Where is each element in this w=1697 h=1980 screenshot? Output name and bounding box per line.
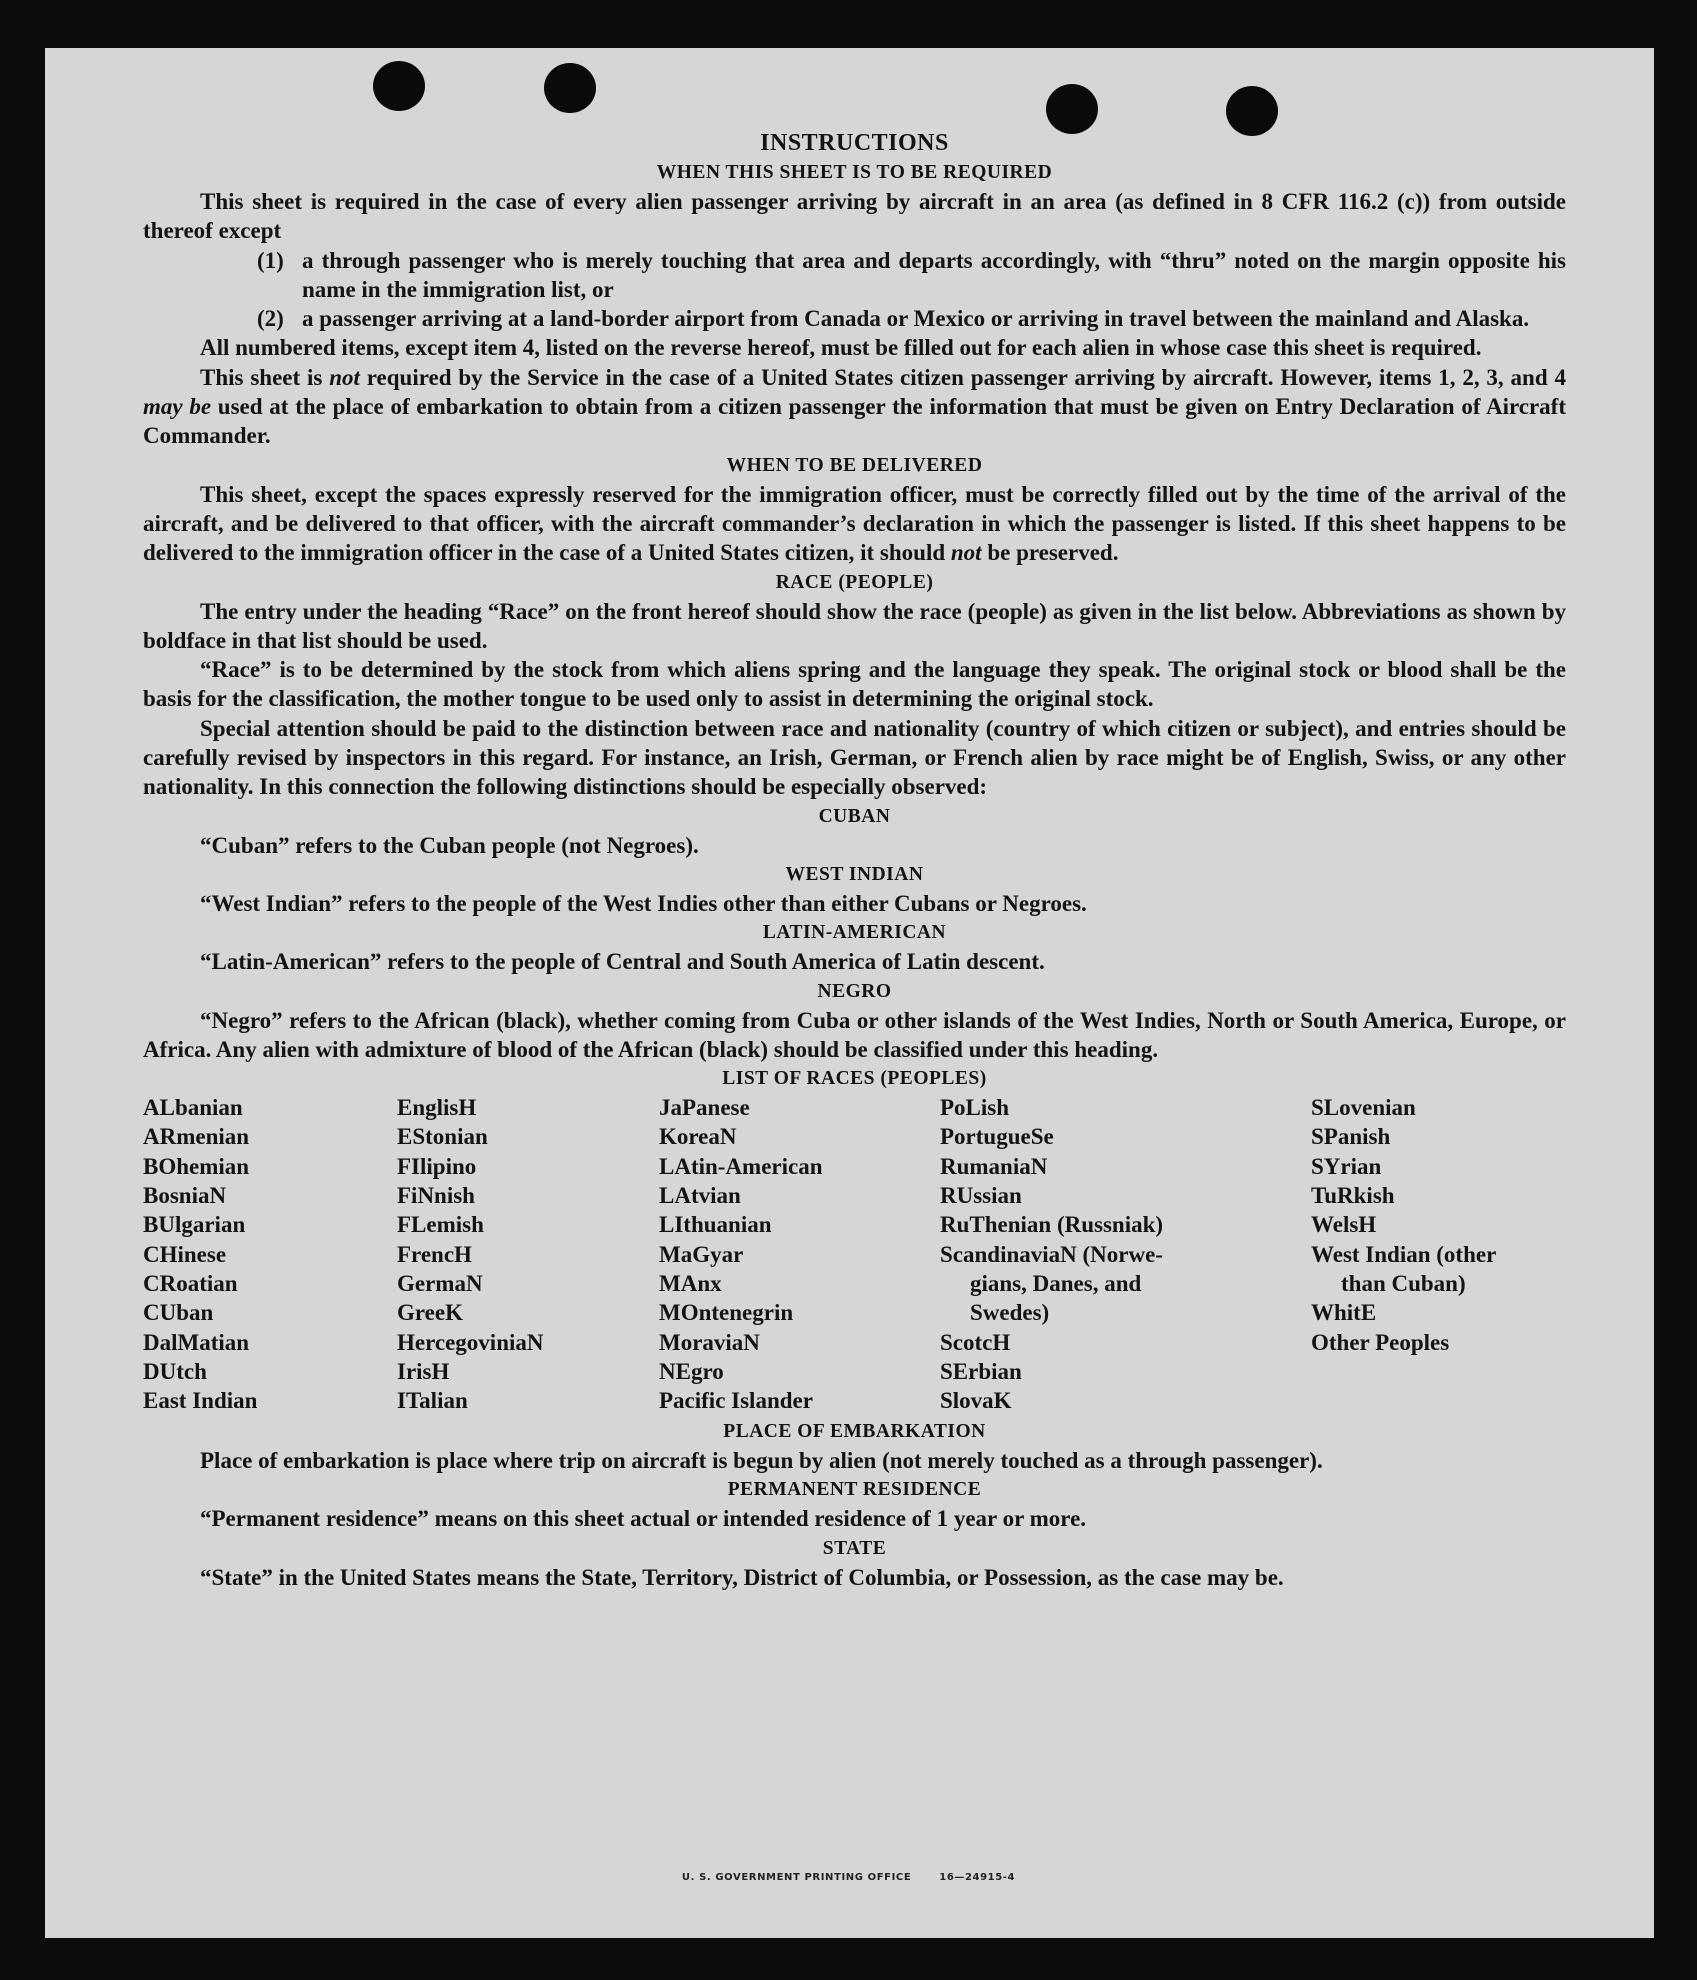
race-entry: BUlgarian	[143, 1212, 246, 1238]
punch-hole	[373, 61, 425, 111]
race-entry: gians, Danes, and	[970, 1270, 1142, 1296]
paragraph: This sheet is not required by the Service in the case of a United States citizen passenger arriving by aircraft. However, items 1, 2, 3, and 4 may be used at the place of embarkation to obtain from a citizen passenger the information that must be given on Entry Declaration of Aircraft Commander.	[143, 364, 1566, 449]
section-heading: STATE	[822, 1537, 887, 1559]
paragraph: This sheet, except the spaces expressly reserved for the immigration officer, must be correctly filled out by the time of the arrival of the aircraft, and be delivered to that officer, with the aircraft commander’s declaration in which the passenger is listed. If this sheet happens to be delivered to the immigration officer in the case of a United States citizen, it should not be preserved.	[143, 481, 1566, 566]
page-title: INSTRUCTIONS	[760, 130, 949, 156]
race-entry: EnglisH	[397, 1095, 477, 1121]
race-entry: BOhemian	[143, 1153, 250, 1179]
definition-text: “Cuban” refers to the Cuban people (not Negroes).	[200, 832, 699, 858]
definition-text: “Negro” refers to the African (black), whether coming from Cuba or other islands of the West Indies, North or South America, Europe, or Africa. Any alien with admixture of blood of the African (black) should be classified under this heading.	[143, 1007, 1566, 1062]
race-entry: MOntenegrin	[659, 1300, 794, 1326]
race-entry: IrisH	[397, 1358, 450, 1384]
race-entry: East Indian	[143, 1388, 258, 1414]
race-column	[940, 1093, 1163, 1415]
paragraph: “State” in the United States means the State, Territory, District of Columbia, or Possession, as the case may be.	[200, 1564, 1284, 1590]
race-entry: LAtvian	[659, 1183, 741, 1209]
race-entry: CHinese	[143, 1241, 227, 1267]
race-entry: EStonian	[397, 1124, 488, 1150]
race-entry: CUban	[143, 1300, 214, 1326]
race-entry: ALbanian	[143, 1095, 243, 1121]
race-entry: SYrian	[1311, 1153, 1382, 1179]
race-entry: ScandinaviaN (Norwe-	[940, 1241, 1163, 1267]
race-entry: LIthuanian	[659, 1212, 772, 1238]
race-entry: FLemish	[397, 1212, 484, 1238]
race-entry: MAnx	[659, 1270, 722, 1296]
race-column	[659, 1093, 823, 1415]
race-entry: Other Peoples	[1311, 1329, 1450, 1355]
section-heading: WHEN THIS SHEET IS TO BE REQUIRED	[656, 162, 1053, 183]
section-heading: WHEN TO BE DELIVERED	[726, 454, 983, 476]
definition-text: “West Indian” refers to the people of the West Indies other than either Cubans or Negroes.	[200, 890, 1087, 916]
race-entry: ITalian	[397, 1388, 468, 1414]
race-entry: GermaN	[397, 1270, 483, 1296]
race-entry: RUssian	[940, 1183, 1022, 1209]
race-entry: Swedes)	[970, 1300, 1050, 1326]
race-column	[1311, 1093, 1496, 1357]
paragraph: “Race” is to be determined by the stock from which aliens spring and the language they speak. The original stock or blood shall be the basis for the classification, the mother tongue to be used only to assist in determining the original stock.	[143, 657, 1566, 712]
definition-heading: CUBAN	[818, 805, 891, 827]
race-entry: ARmenian	[143, 1124, 250, 1150]
paragraph: Place of embarkation is place where trip on aircraft is begun by alien (not merely touched as a through passenger).	[200, 1448, 1323, 1474]
race-entry: MoraviaN	[659, 1329, 760, 1355]
definition-text: “Latin-American” refers to the people of Central and South America of Latin descent.	[200, 949, 1045, 975]
race-entry: SLovenian	[1311, 1095, 1416, 1121]
paragraph: The entry under the heading “Race” on the front hereof should show the race (people) as given in the list below. Abbreviations as shown by boldface in that list should be used.	[143, 598, 1566, 653]
definition-heading: LATIN-AMERICAN	[762, 922, 947, 944]
definition-heading: NEGRO	[817, 980, 892, 1002]
race-entry: MaGyar	[659, 1241, 744, 1267]
section-heading: PLACE OF EMBARKATION	[723, 1421, 986, 1443]
race-entry: SPanish	[1311, 1124, 1391, 1150]
race-entry: DUtch	[143, 1358, 207, 1384]
race-entry: Pacific Islander	[659, 1388, 813, 1414]
instructions-body	[143, 128, 1566, 1592]
race-entry: CRoatian	[143, 1270, 238, 1296]
race-entry: LAtin-American	[659, 1153, 823, 1179]
paragraph: All numbered items, except item 4, listed on the reverse hereof, must be filled out for each alien in whose case this sheet is required.	[200, 335, 1482, 361]
race-entry: FrencH	[397, 1241, 472, 1267]
race-entry: PortugueSe	[940, 1124, 1054, 1150]
race-entry: RuThenian (Russniak)	[940, 1212, 1164, 1238]
race-entry: FiNnish	[397, 1183, 475, 1209]
section-heading: LIST OF RACES (PEOPLES)	[722, 1068, 987, 1090]
race-entry: DalMatian	[143, 1329, 250, 1355]
race-column	[397, 1093, 544, 1415]
race-entry: KoreaN	[659, 1124, 737, 1150]
race-list	[143, 1093, 1566, 1417]
race-column	[143, 1093, 257, 1415]
punch-hole	[544, 63, 596, 113]
list-item: (2) a passenger arriving at a land-border airport from Canada or Mexico or arriving in travel between the mainland and Alaska.	[257, 306, 1530, 332]
race-entry: SlovaK	[940, 1388, 1012, 1414]
race-entry: WelsH	[1311, 1212, 1377, 1238]
race-entry: TuRkish	[1311, 1183, 1395, 1209]
printer-imprint: U. S. GOVERNMENT PRINTING OFFICE 16—24915-4	[681, 1872, 1016, 1883]
race-entry: West Indian (other	[1311, 1241, 1497, 1267]
race-entry: FIlipino	[397, 1153, 477, 1179]
paragraph: “Permanent residence” means on this sheet actual or intended residence of 1 year or more.	[200, 1506, 1087, 1532]
race-entry: PoLish	[940, 1095, 1010, 1121]
race-entry: HercegoviniaN	[397, 1329, 544, 1355]
paragraph: Special attention should be paid to the distinction between race and nationality (country of which citizen or subject), and entries should be carefully revised by inspectors in this regard. For instance, an Irish, German, or French alien by race might be of English, Swiss, or any other nationality. In this connection the following distinctions should be especially observed:	[143, 715, 1566, 800]
race-entry: NEgro	[659, 1358, 724, 1384]
section-heading: PERMANENT RESIDENCE	[727, 1479, 982, 1501]
list-item: (1) a through passenger who is merely touching that area and departs accordingly, with “thru” noted on the margin opposite his name in the immigration list, or	[257, 247, 1566, 302]
definition-heading: WEST INDIAN	[785, 863, 924, 885]
race-entry: than Cuban)	[1341, 1270, 1466, 1296]
race-entry: JaPanese	[659, 1095, 750, 1121]
section-heading: RACE (PEOPLE)	[775, 571, 934, 593]
race-entry: SErbian	[940, 1358, 1022, 1384]
race-entry: GreeK	[397, 1300, 463, 1326]
race-entry: BosniaN	[143, 1183, 227, 1209]
race-entry: RumaniaN	[940, 1153, 1048, 1179]
race-entry: ScotcH	[940, 1329, 1011, 1355]
race-entry: WhitE	[1311, 1300, 1377, 1326]
paragraph: This sheet is required in the case of every alien passenger arriving by aircraft in an area (as defined in 8 CFR 116.2 (c)) from outside thereof except	[143, 189, 1566, 244]
punch-hole	[1046, 84, 1098, 134]
